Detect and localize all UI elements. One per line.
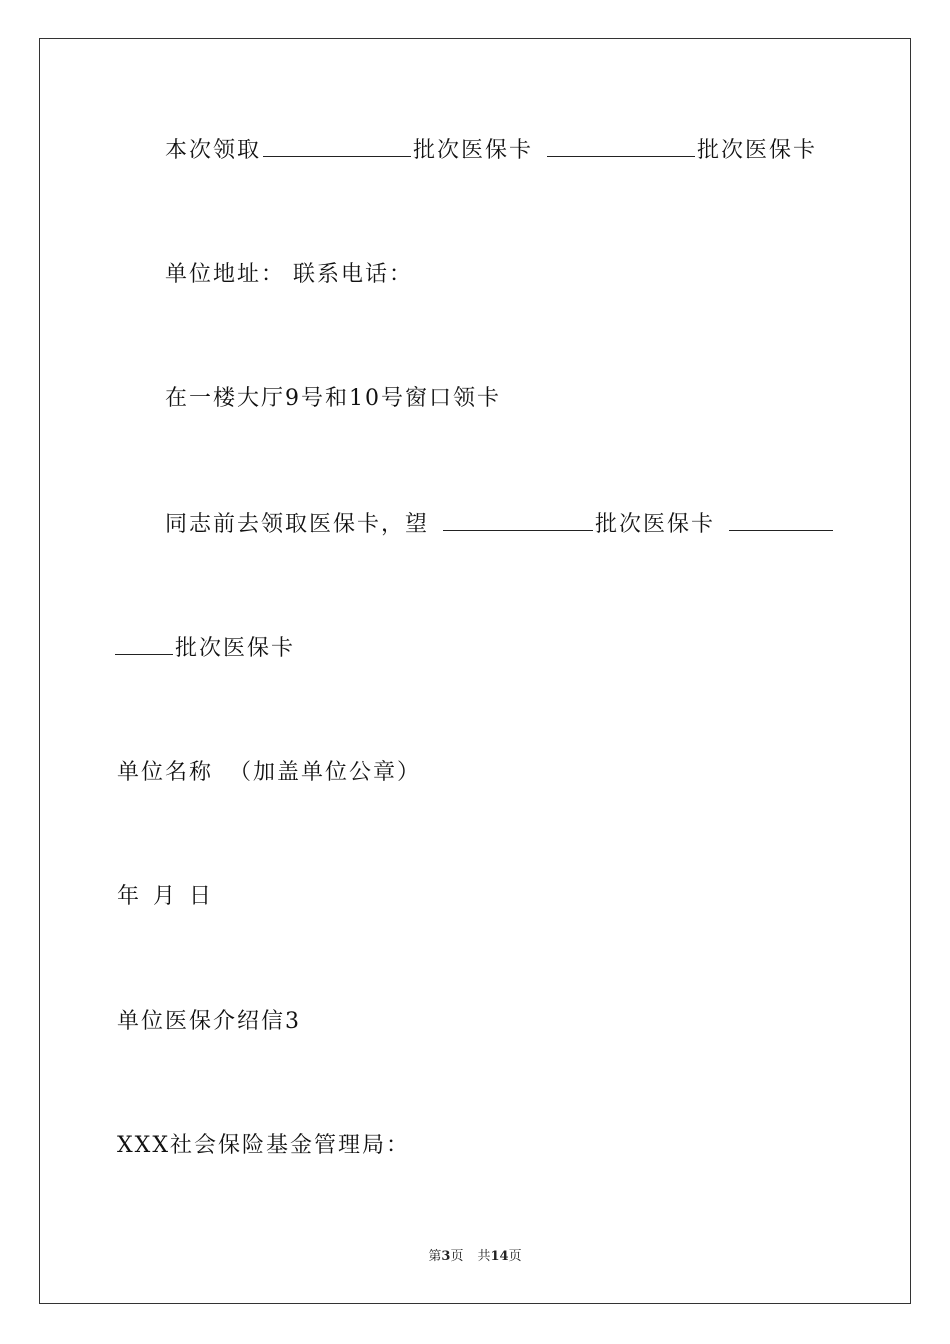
blank-field-batch-4a[interactable] xyxy=(729,510,833,531)
footer-current-page: 3 xyxy=(441,1249,451,1264)
text-batch-card-3: 批次医保卡 xyxy=(595,512,716,537)
footer-page-suffix: 页 xyxy=(450,1249,464,1264)
line-address-phone xyxy=(165,261,413,289)
footer-total-suffix: 页 xyxy=(508,1249,522,1264)
blank-field-batch-3[interactable] xyxy=(443,510,593,531)
blank-field-batch-2[interactable] xyxy=(547,136,695,157)
official-seal-note: （加盖单位公章） xyxy=(229,760,422,785)
line-section-heading xyxy=(117,1008,301,1036)
footer-total-prefix: 共 xyxy=(477,1249,491,1264)
date-month-label: 月 xyxy=(153,884,178,909)
line-batch-continuation xyxy=(115,634,295,663)
comrade-request-text: 同志前去领取医保卡，望 xyxy=(165,512,430,537)
line-receive-this-time xyxy=(165,136,817,165)
footer-prefix: 第 xyxy=(428,1249,442,1264)
page-footer xyxy=(0,1248,950,1266)
line-unit-name xyxy=(117,759,421,787)
text-batch-card-2: 批次医保卡 xyxy=(697,138,818,163)
line-window-location xyxy=(165,385,501,413)
addressee-text: XXX社会保险基金管理局： xyxy=(117,1133,410,1158)
line-comrade-request xyxy=(165,510,835,539)
unit-address-label: 单位地址： xyxy=(165,262,286,287)
date-year-label: 年 xyxy=(117,884,142,909)
text-batch-card-4: 批次医保卡 xyxy=(175,636,296,661)
unit-name-label: 单位名称 xyxy=(117,760,214,785)
line-addressee xyxy=(117,1132,410,1160)
blank-field-batch-1[interactable] xyxy=(263,136,411,157)
blank-field-batch-4b[interactable] xyxy=(115,634,173,655)
line-date xyxy=(117,883,213,911)
date-day-label: 日 xyxy=(189,884,214,909)
text-batch-card-1: 批次医保卡 xyxy=(413,138,534,163)
section-heading-text: 单位医保介绍信3 xyxy=(117,1009,301,1034)
page-frame xyxy=(39,38,911,1304)
contact-phone-label: 联系电话： xyxy=(293,262,414,287)
window-location-text: 在一楼大厅9号和10号窗口领卡 xyxy=(165,386,501,411)
text-receive-this-time: 本次领取 xyxy=(165,138,262,163)
footer-total-pages: 14 xyxy=(490,1249,509,1264)
